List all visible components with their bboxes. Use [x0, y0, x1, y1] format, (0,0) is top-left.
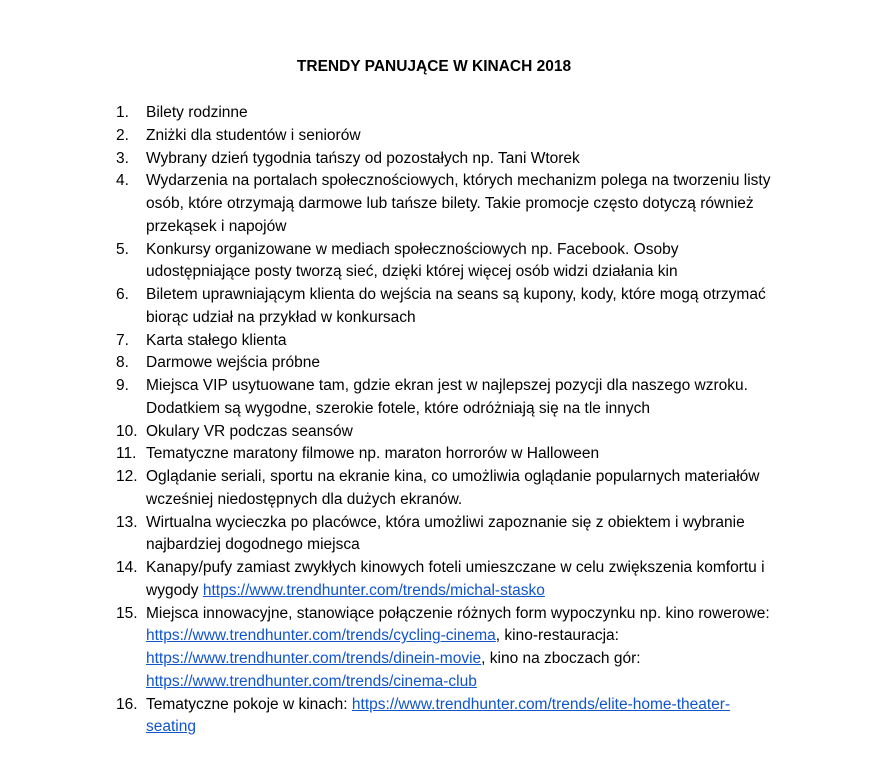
list-item	[116, 443, 776, 466]
item-text: Wybrany dzień tygodnia tańszy od pozostałych np. Tani Wtorek	[146, 149, 580, 167]
link-dinein-movie[interactable]: https://www.trendhunter.com/trends/dinein-movie	[146, 650, 482, 667]
item-text: Tematyczne maratony filmowe np. maraton horrorów w Halloween	[146, 445, 600, 463]
item-number: 12.	[116, 468, 138, 485]
list-item	[116, 375, 776, 421]
list-item	[116, 284, 776, 330]
item-number: 6.	[116, 286, 129, 303]
list-item	[116, 352, 776, 375]
item-text: Tematyczne pokoje w kinach:	[146, 695, 352, 713]
item-number: 7.	[116, 331, 129, 349]
list-item	[116, 125, 776, 148]
item-text: , kino-restauracja:	[495, 627, 619, 645]
list-item	[116, 557, 776, 603]
item-number: 2.	[116, 126, 129, 144]
item-number: 8.	[116, 354, 129, 372]
list-item	[116, 694, 776, 740]
page-title: TRENDY PANUJĄCE W KINACH 2018	[296, 58, 572, 75]
list-item	[116, 421, 776, 444]
list-item	[116, 330, 776, 353]
item-text: Oglądanie seriali, sportu na ekranie kina, co umożliwia oglądanie popularnych materiałów wcześniej niedostępnych dla dużych ekranów.	[146, 468, 760, 508]
item-number: 16.	[116, 695, 138, 713]
item-text: Karta stałego klienta	[146, 331, 287, 349]
item-number: 1.	[116, 104, 129, 121]
item-text: Darmowe wejścia próbne	[146, 354, 321, 372]
item-text: Biletem uprawniającym klienta do wejścia na seans są kupony, kody, które mogą otrzymać biorąc udział na przykład w konkursach	[146, 286, 766, 326]
link-michal-stasko[interactable]: https://www.trendhunter.com/trends/michal-stasko	[202, 581, 545, 599]
list-item	[116, 466, 776, 512]
list-item	[116, 148, 776, 171]
item-number: 10.	[116, 422, 138, 440]
item-number: 14.	[116, 559, 138, 576]
item-text: Wydarzenia na portalach społecznościowych, których mechanizm polega na tworzeniu listy osób, które otrzymają darmowe lub tańsze bilety. Takie promocje często dotyczą również przekąsek i napojów	[146, 172, 771, 235]
item-text: , kino na zboczach gór:	[481, 650, 641, 667]
item-number: 4.	[116, 172, 129, 190]
trend-list	[116, 102, 776, 739]
item-text: Kanapy/pufy zamiast zwykłych kinowych foteli umieszczane w celu zwiększenia komfortu i wygody	[146, 559, 765, 599]
item-number: 11.	[116, 445, 137, 463]
item-text: Miejsca innowacyjne, stanowiące połączenie różnych form wypoczynku np. kino rowerowe:	[146, 604, 770, 622]
link-cycling-cinema[interactable]: https://www.trendhunter.com/trends/cycling-cinema	[146, 627, 496, 645]
list-item	[116, 512, 776, 558]
item-number: 9.	[116, 377, 129, 394]
list-item	[116, 102, 776, 125]
item-number: 5.	[116, 240, 129, 258]
item-number: 13.	[116, 513, 138, 531]
item-text: Zniżki dla studentów i seniorów	[146, 126, 361, 144]
item-text: Okulary VR podczas seansów	[146, 422, 353, 440]
item-text: Miejsca VIP usytuowane tam, gdzie ekran jest w najlepszej pozycji dla naszego wzroku. Dodatkiem są wygodne, szerokie fotele, które odróżniają się na tle innych	[146, 377, 748, 417]
link-cinema-club[interactable]: https://www.trendhunter.com/trends/cinema-club	[146, 672, 477, 690]
list-item	[116, 170, 776, 238]
item-number: 15.	[116, 604, 138, 622]
item-text: Bilety rodzinne	[146, 104, 248, 121]
item-number: 3.	[116, 149, 129, 167]
list-item	[116, 239, 776, 285]
link-elite-home-theater-seating[interactable]: https://www.trendhunter.com/trends/elite-home-theater-seating	[146, 695, 731, 736]
list-item	[116, 603, 776, 694]
item-text: Wirtualna wycieczka po placówce, która umożliwi zapoznanie się z obiektem i wybranie najbardziej dogodnego miejsca	[146, 513, 745, 554]
item-text: Konkursy organizowane w mediach społecznościowych np. Facebook. Osoby udostępniające posty tworzą sieć, dzięki której więcej osób widzi działania kin	[146, 240, 679, 281]
